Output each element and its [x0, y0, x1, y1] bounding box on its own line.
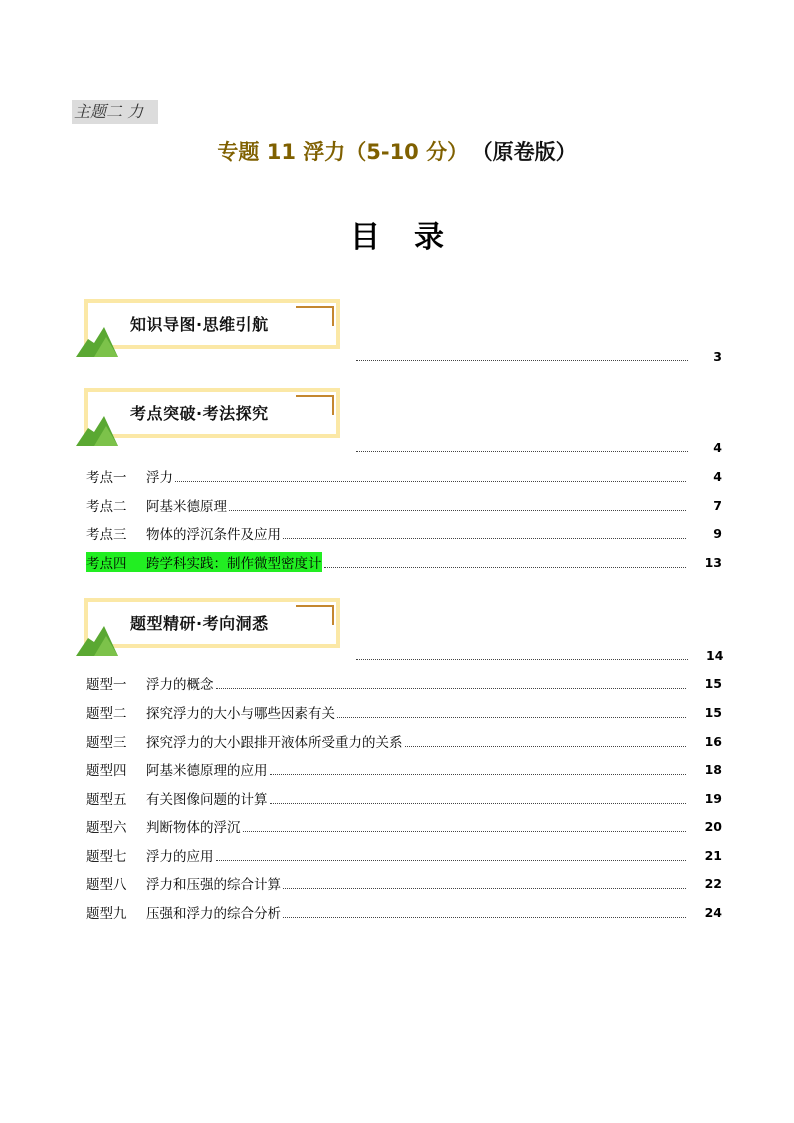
toc-entry-tixing-4[interactable]: 题型四 阿基米德原理的应用 18 [86, 761, 722, 779]
toc-entry-tixing-7[interactable]: 题型七 浮力的应用 21 [86, 847, 722, 865]
mountain-icon [76, 406, 126, 448]
toc-entry-section[interactable] [356, 439, 722, 455]
page-number: 4 [713, 439, 722, 455]
theme-tag: 主题二 力 [72, 100, 158, 124]
title-suffix: （原卷版） [482, 140, 577, 164]
toc-entry-tixing-9[interactable]: 题型九 压强和浮力的综合分析 24 [86, 904, 722, 922]
mountain-icon [76, 616, 126, 658]
toc-entry-section[interactable] [356, 647, 722, 663]
toc-entry-section[interactable] [356, 348, 722, 364]
section-banner-kaodian[interactable] [76, 388, 348, 454]
toc-entry-tixing-6[interactable]: 题型六 判断物体的浮沉 20 [86, 818, 722, 836]
toc-heading: 目录 [350, 220, 478, 255]
toc-entry-kaodian-4[interactable]: 考点四 跨学科实践：制作微型密度计 13 [86, 553, 722, 571]
section-label: 知识导图·思维引航 [130, 315, 269, 334]
section-label: 考点突破·考法探究 [130, 404, 269, 423]
page-number: 14 [706, 647, 724, 663]
toc-entry-tixing-5[interactable]: 题型五 有关图像问题的计算 19 [86, 790, 722, 808]
title-main: 专题 11 浮力（5-10 分） [217, 140, 469, 164]
page-number: 3 [713, 348, 722, 364]
document-title [0, 136, 794, 166]
highlighted-text: 考点四 跨学科实践：制作微型密度计 [86, 552, 322, 572]
toc-entry-kaodian-1[interactable]: 考点一 浮力 4 [86, 468, 722, 486]
toc-entry-tixing-2[interactable]: 题型二 探究浮力的大小与哪些因素有关 15 [86, 704, 722, 722]
toc-entry-kaodian-2[interactable]: 考点二 阿基米德原理 7 [86, 497, 722, 515]
toc-entry-tixing-3[interactable]: 题型三 探究浮力的大小跟排开液体所受重力的关系 16 [86, 733, 722, 751]
toc-entry-tixing-1[interactable]: 题型一 浮力的概念 15 [86, 675, 722, 693]
mountain-icon [76, 317, 126, 359]
section-banner-mindmap[interactable] [76, 299, 348, 365]
section-label: 题型精研·考向洞悉 [130, 614, 269, 633]
toc-entry-tixing-8[interactable]: 题型八 浮力和压强的综合计算 22 [86, 875, 722, 893]
toc-entry-kaodian-3[interactable]: 考点三 物体的浮沉条件及应用 9 [86, 525, 722, 543]
section-banner-tixing[interactable] [76, 598, 348, 664]
